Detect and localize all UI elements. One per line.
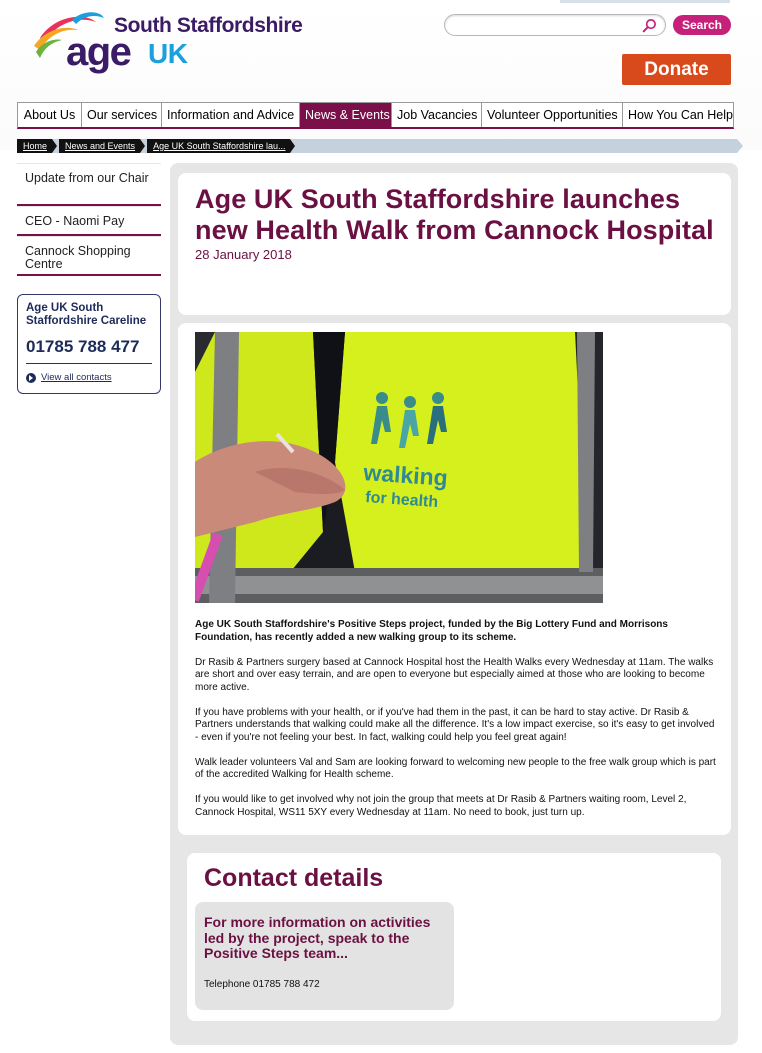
image-for-health-text: for health xyxy=(364,489,439,512)
main-nav xyxy=(17,102,734,129)
careline-title: Age UK South Staffordshire Careline xyxy=(26,302,147,327)
article-paragraph-lead: Age UK South Staffordshire's Positive Steps project, funded by the Big Lottery Fund and Morrisons Foundation, has recently added a new walking group to its scheme. xyxy=(195,619,668,643)
view-all-contacts-label[interactable]: View all contacts xyxy=(41,372,112,383)
nav-item-job-vacancies[interactable]: Job Vacancies xyxy=(392,103,482,127)
nav-item-information-advice[interactable]: Information and Advice xyxy=(162,103,300,127)
logo-uk-text: UK xyxy=(148,38,188,69)
contact-intro: For more information on activities led by the project, speak to the Positive Steps team... xyxy=(204,914,431,961)
article-paragraph: If you have problems with your health, or if you've had them in the past, it can be hard to stay active. Dr Rasib & Partners understands that walking could make all the difference. It's a low impact exercise, so it's easy to get involved - even if you're not feeling your best. In fact, walking could help you feel great again! xyxy=(195,706,715,743)
logo-age-text: age xyxy=(66,30,131,74)
magnifier-icon[interactable] xyxy=(642,18,657,33)
nav-item-our-services[interactable]: Our services xyxy=(82,103,162,127)
logo-org-name: South Staffordshire xyxy=(114,14,303,37)
search-input[interactable] xyxy=(455,18,635,32)
breadcrumb-home[interactable]: Home xyxy=(17,139,52,153)
nav-item-how-you-can-help[interactable]: How You Can Help xyxy=(628,108,733,122)
contact-info-box xyxy=(195,902,454,1010)
contact-details-card xyxy=(187,853,721,1021)
search-field[interactable] xyxy=(444,14,666,36)
article-header-card xyxy=(178,173,731,315)
breadcrumb-current[interactable]: Age UK South Staffordshire lau... xyxy=(147,139,290,153)
contact-heading: Contact details xyxy=(204,864,384,892)
nav-item-volunteer-opportunities[interactable]: Volunteer Opportunities xyxy=(482,103,623,127)
article-title: Age UK South Staffordshire launches new Health Walk from Cannock Hospital xyxy=(195,184,714,245)
sidebar-nav xyxy=(17,163,161,276)
nav-item-about-us[interactable]: About Us xyxy=(18,103,82,127)
donate-button[interactable]: Donate xyxy=(622,54,731,85)
article-body xyxy=(195,619,719,819)
article-paragraph: If you would like to get involved why not join the group that meets at Dr Rasib & Partners waiting room, Level 2, Cannock Hospital, WS11 5XY every Wednesday at 11am. No need to book, just turn up. xyxy=(195,794,687,818)
sidebar-item-ceo[interactable]: CEO - Naomi Pay xyxy=(17,206,161,236)
contact-telephone: Telephone 01785 788 472 xyxy=(204,978,320,990)
image-walking-text: walking xyxy=(362,459,449,491)
careline-box xyxy=(17,294,161,394)
nav-item-news-events[interactable]: News & Events xyxy=(300,103,392,127)
hi-vis-vest-image xyxy=(195,332,603,603)
sidebar-item-cannock-shopping[interactable]: Cannock Shopping Centre xyxy=(17,236,161,276)
article-body-card xyxy=(178,323,731,835)
article-paragraph: Walk leader volunteers Val and Sam are looking forward to welcoming new people to the free walk group which is part of the accredited Walking for Health scheme. xyxy=(195,756,716,780)
sidebar-item-update-chair[interactable]: Update from our Chair xyxy=(17,163,161,206)
article-photo xyxy=(195,332,603,603)
search-button[interactable]: Search xyxy=(673,15,731,35)
article-date: 28 January 2018 xyxy=(195,247,292,262)
careline-phone: 01785 788 477 xyxy=(26,337,152,364)
breadcrumb xyxy=(17,139,297,153)
age-uk-logo[interactable] xyxy=(32,8,312,78)
view-all-contacts-link[interactable] xyxy=(26,372,152,383)
article-paragraph: Dr Rasib & Partners surgery based at Cannock Hospital host the Health Walks every Wednesday at 11am. The walks are short and over easy terrain, and are open to everyone but especially aimed at those who are looking to become more active. xyxy=(195,656,714,693)
arrow-right-icon xyxy=(26,373,36,383)
breadcrumb-news-events[interactable]: News and Events xyxy=(59,139,140,153)
